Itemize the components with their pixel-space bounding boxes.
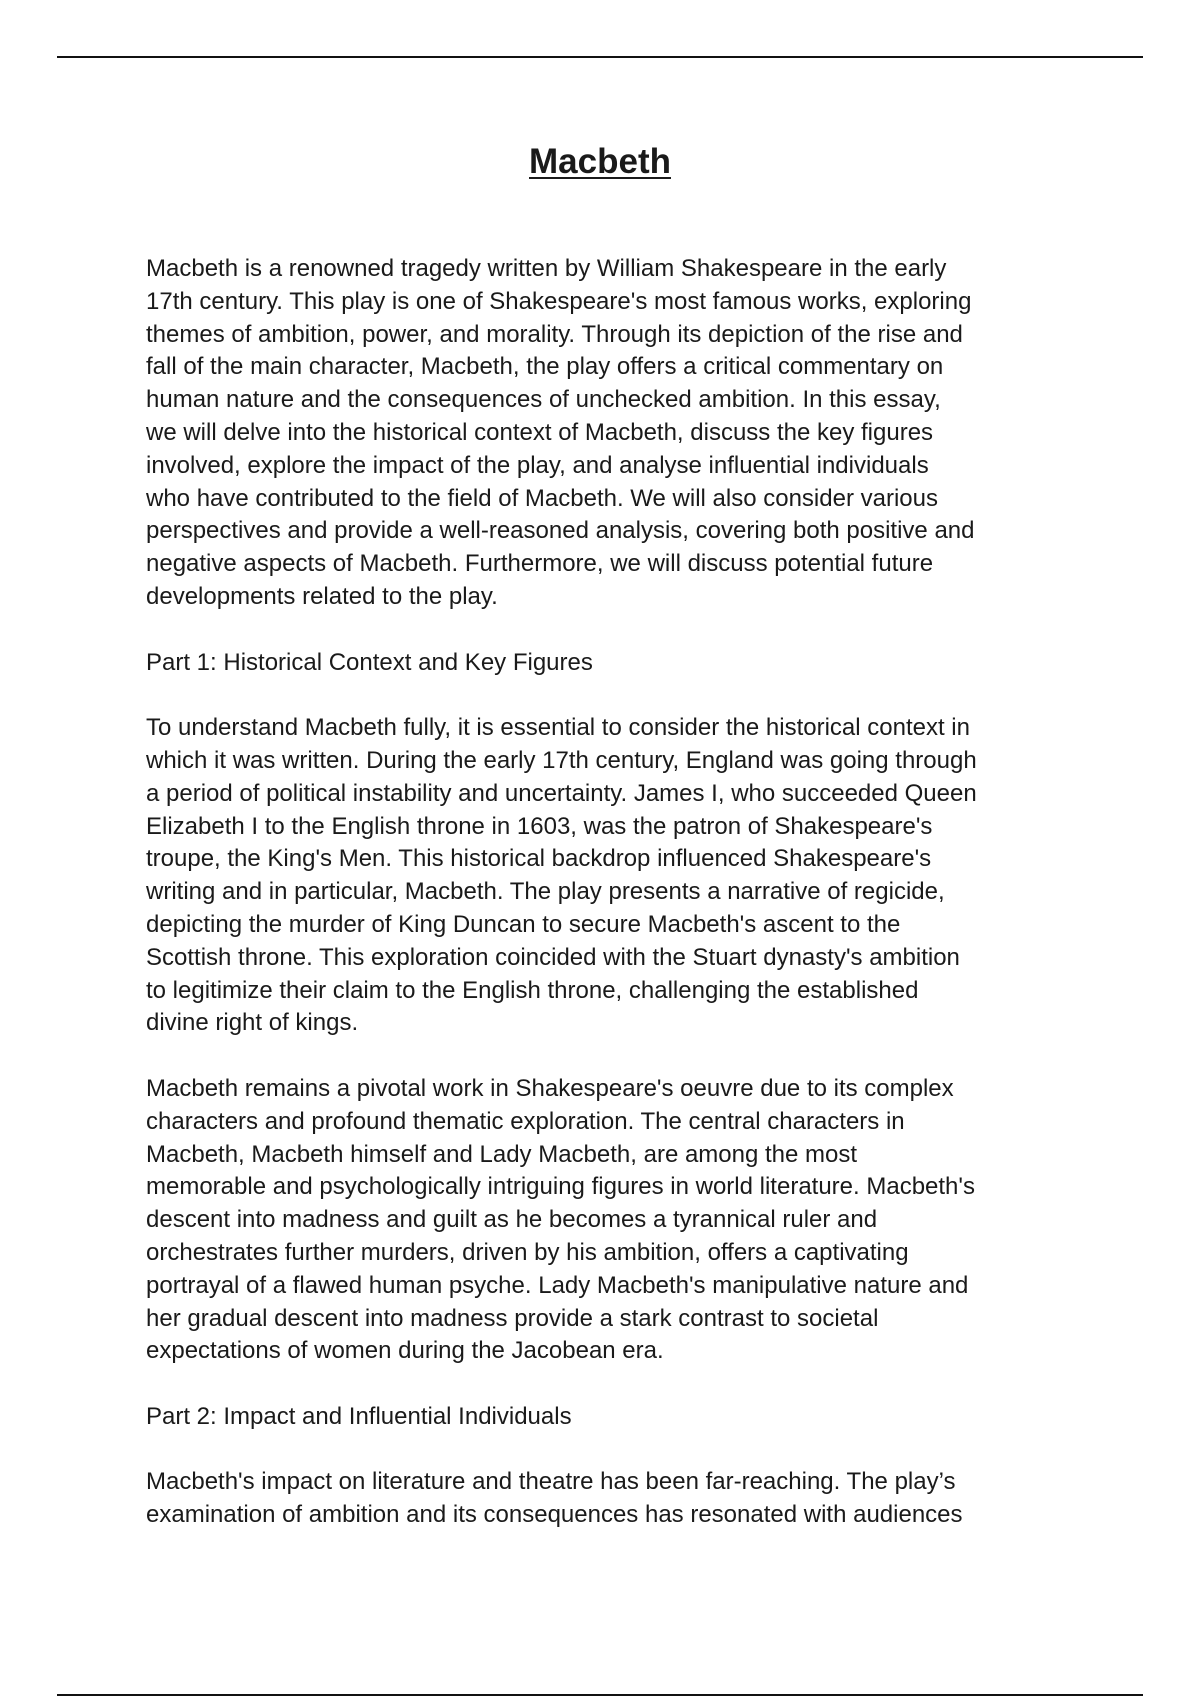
top-rule — [57, 56, 1143, 58]
text-line: descent into madness and guilt as he becomes a tyrannical ruler and — [146, 1206, 878, 1234]
text-line: troupe, the King's Men. This historical backdrop influenced Shakespeare's — [146, 845, 932, 873]
text-line: Macbeth, Macbeth himself and Lady Macbeth, are among the most — [146, 1140, 858, 1168]
text-line: characters and profound thematic exploration. The central characters in — [146, 1107, 905, 1135]
text-line: Scottish throne. This exploration coincided with the Stuart dynasty's ambition — [146, 943, 960, 971]
text-line: To understand Macbeth fully, it is essential to consider the historical context in — [146, 714, 970, 742]
bottom-rule — [57, 1694, 1143, 1696]
text-line: expectations of women during the Jacobean era. — [146, 1337, 664, 1365]
text-line: fall of the main character, Macbeth, the play offers a critical commentary on — [146, 353, 944, 381]
text-line: divine right of kings. — [146, 1009, 359, 1037]
text-line: 17th century. This play is one of Shakespeare's most famous works, exploring — [146, 287, 972, 315]
text-line: Macbeth remains a pivotal work in Shakespeare's oeuvre due to its complex — [146, 1074, 954, 1102]
text-line: we will delve into the historical context of Macbeth, discuss the key figures — [146, 418, 934, 446]
text-line: writing and in particular, Macbeth. The play presents a narrative of regicide, — [146, 878, 945, 906]
text-line: themes of ambition, power, and morality. Through its depiction of the rise and — [146, 320, 963, 348]
part1-heading — [146, 647, 1076, 680]
section-heading: Part 2: Impact and Influential Individuals — [146, 1402, 572, 1430]
text-line: Macbeth is a renowned tragedy written by William Shakespeare in the early — [146, 255, 947, 282]
text-line: Macbeth's impact on literature and theatre has been far-reaching. The play’s — [146, 1468, 956, 1496]
part1-paragraph-1 — [146, 712, 1076, 1040]
text-line: Elizabeth I to the English throne in 1603, was the patron of Shakespeare's — [146, 812, 933, 840]
text-line: portrayal of a flawed human psyche. Lady Macbeth's manipulative nature and — [146, 1271, 969, 1299]
text-line: to legitimize their claim to the English throne, challenging the established — [146, 976, 919, 1004]
intro-paragraph — [146, 253, 1076, 614]
text-line: depicting the murder of King Duncan to secure Macbeth's ascent to the — [146, 910, 901, 938]
text-line: involved, explore the impact of the play, and analyse influential individuals — [146, 451, 929, 479]
section-heading: Part 1: Historical Context and Key Figures — [146, 648, 593, 676]
text-line: her gradual descent into madness provide a stark contrast to societal — [146, 1304, 879, 1332]
document-body — [146, 253, 1076, 1532]
page-title: Macbeth — [529, 142, 671, 181]
text-line: a period of political instability and uncertainty. James I, who succeeded Queen — [146, 779, 977, 807]
text-line: who have contributed to the field of Macbeth. We will also consider various — [146, 484, 938, 512]
text-line: which it was written. During the early 17th century, England was going through — [146, 746, 977, 774]
text-line: memorable and psychologically intriguing figures in world literature. Macbeth's — [146, 1173, 975, 1201]
part2-heading — [146, 1401, 1076, 1434]
text-line: developments related to the play. — [146, 582, 498, 610]
text-line: orchestrates further murders, driven by his ambition, offers a captivating — [146, 1238, 909, 1266]
text-line: negative aspects of Macbeth. Furthermore, we will discuss potential future — [146, 550, 934, 578]
text-line: perspectives and provide a well-reasoned analysis, covering both positive and — [146, 517, 975, 545]
part1-paragraph-2 — [146, 1073, 1076, 1368]
text-line: human nature and the consequences of unchecked ambition. In this essay, — [146, 386, 941, 414]
part2-paragraph-1 — [146, 1466, 1076, 1532]
text-line: examination of ambition and its consequences has resonated with audiences — [146, 1501, 963, 1529]
